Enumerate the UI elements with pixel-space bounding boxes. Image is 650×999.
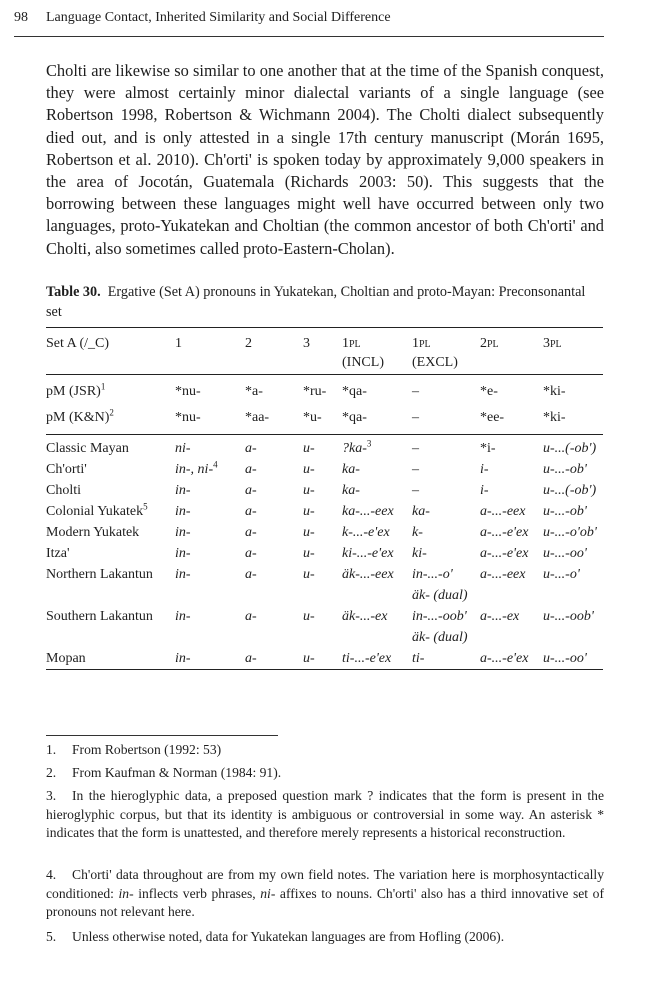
- cell-value: in-: [175, 504, 191, 519]
- cell-value: –: [412, 384, 419, 399]
- table-cell: [480, 480, 543, 501]
- column-header-label: 3: [303, 336, 310, 351]
- table-cell: [342, 543, 412, 564]
- table-row: [46, 459, 603, 480]
- table-cell: [303, 543, 342, 564]
- row-label: [46, 543, 175, 564]
- cell-value: in-: [175, 651, 191, 666]
- table-cell: [412, 501, 480, 522]
- column-header: [480, 328, 543, 375]
- cell-value: a-: [245, 567, 257, 582]
- cell-value: a-: [245, 441, 257, 456]
- row-label: [46, 480, 175, 501]
- table-cell: [342, 627, 412, 648]
- table-row-continuation: [46, 627, 603, 648]
- footnote-number: 1.: [46, 742, 57, 757]
- footnote-text: In the hieroglyphic data, a preposed question mark ? indicates that the form is present in the hieroglyphic corpus, but that its identity is ambiguous or controversial in some way. An asterisk * indicates that the form is unattested, and therefore merely represents a historical reconstruction.: [46, 788, 604, 841]
- table-cell: [412, 522, 480, 543]
- table-cell: [480, 606, 543, 627]
- table-cell: [342, 648, 412, 670]
- footnote-text: From Robertson (1992: 53): [72, 742, 222, 757]
- cell-value: ka-: [342, 462, 360, 477]
- table-row: [46, 375, 603, 406]
- column-header-label: 2pl: [480, 336, 499, 351]
- cell-value: u-...-ob': [543, 504, 587, 519]
- cell-value: a-: [245, 504, 257, 519]
- column-header: [245, 328, 303, 375]
- cell-value: a-: [245, 525, 257, 540]
- cell-value: äk- (dual): [412, 630, 468, 645]
- row-label-text: Mopan: [46, 651, 86, 666]
- cell-value: a-...-eex: [480, 504, 526, 519]
- cell-value: a-: [245, 651, 257, 666]
- table-cell: [342, 522, 412, 543]
- footnote-number: 4.: [46, 867, 57, 882]
- table-cell: [480, 405, 543, 435]
- cell-value: a-...-e'ex: [480, 651, 529, 666]
- cell-value: in-: [175, 483, 191, 498]
- row-label-text: Ch'orti': [46, 462, 87, 477]
- table-caption: [46, 282, 604, 322]
- table-row: [46, 480, 603, 501]
- cell-value: in-: [175, 609, 191, 624]
- column-header-sub: (EXCL): [412, 355, 458, 370]
- table-row: [46, 405, 603, 435]
- cell-value: u-...-ob': [543, 462, 587, 477]
- cell-value: a-: [245, 462, 257, 477]
- table-caption-text: Ergative (Set A) pronouns in Yukatekan, Choltian and proto-Mayan: Preconsonantal set: [46, 284, 586, 320]
- cell-value: u-...-o'ob': [543, 525, 597, 540]
- cell-value: *a-: [245, 384, 263, 399]
- table-cell: [303, 585, 342, 606]
- table-cell: [303, 627, 342, 648]
- column-header-label: 2: [245, 336, 252, 351]
- cell-value: in-: [175, 567, 191, 582]
- cell-value: ki-...-e'ex: [342, 546, 394, 561]
- row-label: [46, 522, 175, 543]
- cell-value: –: [412, 462, 419, 477]
- table-cell: [175, 480, 245, 501]
- cell-value: ki-: [412, 546, 427, 561]
- column-header: [412, 328, 480, 375]
- cell-value: *qa-: [342, 384, 367, 399]
- table-cell: [245, 501, 303, 522]
- table-cell: [303, 435, 342, 460]
- table-cell: [342, 564, 412, 585]
- cell-value: äk- (dual): [412, 588, 468, 603]
- table-cell: [412, 606, 480, 627]
- cell-value: ni-: [175, 441, 191, 456]
- row-label-text: Southern Lakantun: [46, 609, 153, 624]
- cell-value: u-: [303, 567, 315, 582]
- cell-value: i-: [480, 462, 489, 477]
- footnote-ref: 1: [100, 381, 106, 392]
- footnote-number: 5.: [46, 929, 57, 944]
- cell-value: äk-...-eex: [342, 567, 394, 582]
- table-cell: [543, 585, 603, 606]
- table-row: [46, 606, 603, 627]
- table-cell: [245, 585, 303, 606]
- footnote-ref: 3: [366, 438, 372, 449]
- footnote: [46, 741, 604, 760]
- table-row: [46, 648, 603, 670]
- cell-value: –: [412, 483, 419, 498]
- table-cell: [412, 480, 480, 501]
- footnote-text: From Kaufman & Norman (1984: 91).: [72, 765, 282, 780]
- table-cell: [412, 585, 480, 606]
- table-cell: [342, 501, 412, 522]
- column-header: [175, 328, 245, 375]
- cell-value: u-: [303, 504, 315, 519]
- table-cell: [342, 480, 412, 501]
- table-cell: [245, 435, 303, 460]
- cell-value: in-...-oob': [412, 609, 467, 624]
- footnote-number: 2.: [46, 765, 57, 780]
- row-label: [46, 435, 175, 460]
- table-cell: [245, 627, 303, 648]
- cell-value: *ru-: [303, 384, 327, 399]
- footnote-text: affixes to nouns. Ch'orti' also has a third innovative set of pronouns not relevant here.: [46, 885, 604, 920]
- row-label-text: Itza': [46, 546, 70, 561]
- column-header: [303, 328, 342, 375]
- cell-value: u-: [303, 651, 315, 666]
- table-cell: [175, 522, 245, 543]
- cell-value: in-: [175, 525, 191, 540]
- row-label-text: Cholti: [46, 483, 82, 498]
- table-cell: [175, 564, 245, 585]
- cell-value: a-: [245, 483, 257, 498]
- table-cell: [342, 405, 412, 435]
- table-cell: [412, 459, 480, 480]
- footnote-number: 3.: [46, 788, 57, 803]
- cell-value: *ki-: [543, 384, 566, 399]
- table-cell: [543, 405, 603, 435]
- row-label: [46, 564, 175, 585]
- table-cell: [175, 627, 245, 648]
- footnote-text: Ch'orti' data throughout are from my own field notes. The variation here is morphosyntactically conditioned:: [46, 867, 604, 901]
- table-cell: [303, 375, 342, 406]
- table-cell: [480, 585, 543, 606]
- column-header-label: 3pl: [543, 336, 562, 351]
- cell-value: ka-: [342, 483, 360, 498]
- footnote-form: in-: [118, 885, 134, 901]
- body-paragraph: Cholti are likewise so similar to one another that at the time of the Spanish conquest, they were almost certainly minor dialectal variants of a single language (see Robertson 1998, Robertson & Wichmann 2004). The Cholti dialect subsequently died out, and is only attested in a single 17th century manuscript (Morán 1695, Robertson et al. 2010). Ch'orti' is spoken today by approximately 9,000 speakers in the area of Jocotán, Guatemala (Richards 2003: 50). This suggests that the borrowing between these languages might well have occurred between only two languages, proto-Yukatekan and Choltian (the common ancestor of both Ch'orti' and Cholti, also sometimes called proto-Eastern-Cholan).: [46, 61, 604, 258]
- table-cell: [175, 606, 245, 627]
- table-header-row: [46, 328, 603, 375]
- footnote: [46, 787, 604, 843]
- running-title: Language Contact, Inherited Similarity and Social Difference: [46, 10, 391, 25]
- table-cell: [342, 585, 412, 606]
- table-cell: [303, 606, 342, 627]
- cell-value: u-: [303, 609, 315, 624]
- cell-value: k-: [412, 525, 423, 540]
- table-cell: [480, 501, 543, 522]
- table-cell: [175, 585, 245, 606]
- cell-value: k-...-e'ex: [342, 525, 390, 540]
- row-label-text: Modern Yukatek: [46, 525, 140, 540]
- cell-value: ti-: [412, 651, 425, 666]
- table-cell: [46, 585, 175, 606]
- cell-value: a-...-eex: [480, 567, 526, 582]
- table-cell: [543, 522, 603, 543]
- table-cell: [175, 459, 245, 480]
- row-label: [46, 405, 175, 435]
- cell-value: *nu-: [175, 410, 201, 425]
- cell-value: u-: [303, 525, 315, 540]
- table-cell: [342, 375, 412, 406]
- row-label-text: Northern Lakantun: [46, 567, 153, 582]
- cell-value: u-: [303, 441, 315, 456]
- cell-value: a-: [245, 546, 257, 561]
- table-cell: [245, 606, 303, 627]
- cell-value: u-: [303, 462, 315, 477]
- column-header-label: 1: [175, 336, 182, 351]
- cell-value: u-...-oo': [543, 546, 587, 561]
- table-cell: [480, 648, 543, 670]
- table-cell: [543, 459, 603, 480]
- table-cell: [303, 480, 342, 501]
- cell-value: i-: [480, 483, 489, 498]
- column-header: [543, 328, 603, 375]
- footnote-rule: [46, 735, 278, 736]
- footnote-ref: 2: [109, 407, 114, 418]
- table-cell: [543, 648, 603, 670]
- table-cell: [175, 405, 245, 435]
- cell-value: u-...-oob': [543, 609, 594, 624]
- page-number: 98: [14, 10, 28, 25]
- cell-value: *qa-: [342, 410, 367, 425]
- cell-value: a-...-e'ex: [480, 546, 529, 561]
- cell-value: a-: [245, 609, 257, 624]
- row-label-text: Classic Mayan: [46, 441, 129, 456]
- cell-value: a-...-ex: [480, 609, 520, 624]
- table-cell: [245, 405, 303, 435]
- row-label-text: pM (JSR): [46, 384, 101, 399]
- table-cell: [412, 435, 480, 460]
- cell-value: *e-: [480, 384, 498, 399]
- table-row-continuation: [46, 585, 603, 606]
- header-rule: [14, 36, 604, 37]
- footnote-ref: 5: [143, 501, 148, 512]
- footnote-text: inflects verb phrases,: [133, 885, 261, 901]
- cell-value: a-...-e'ex: [480, 525, 529, 540]
- cell-value: ti-...-e'ex: [342, 651, 392, 666]
- row-label: [46, 648, 175, 670]
- table-row: [46, 435, 603, 460]
- cell-value: in-, ni-: [175, 462, 214, 477]
- footnote: [46, 764, 604, 783]
- row-label: [46, 501, 175, 522]
- row-label-text: pM (K&N): [46, 410, 110, 425]
- table-row: [46, 522, 603, 543]
- table-caption-label: Table 30.: [46, 284, 101, 300]
- footnote-ref: 4: [213, 459, 218, 470]
- table-cell: [175, 375, 245, 406]
- cell-value: *nu-: [175, 384, 201, 399]
- column-header-label: Set A (/_C): [46, 336, 110, 351]
- cell-value: *aa-: [245, 410, 270, 425]
- pronoun-table: [46, 327, 603, 670]
- table-cell: [342, 606, 412, 627]
- table-cell: [245, 480, 303, 501]
- row-label: [46, 459, 175, 480]
- column-header: [46, 328, 175, 375]
- table-cell: [543, 501, 603, 522]
- cell-value: *u-: [303, 410, 322, 425]
- cell-value: u-: [303, 546, 315, 561]
- table-cell: [543, 543, 603, 564]
- table-cell: [480, 543, 543, 564]
- cell-value: in-: [175, 546, 191, 561]
- table-cell: [480, 435, 543, 460]
- table-cell: [543, 627, 603, 648]
- cell-value: –: [412, 441, 419, 456]
- cell-value: ka-...-eex: [342, 504, 394, 519]
- cell-value: –: [412, 410, 419, 425]
- row-label-text: Colonial Yukatek: [46, 504, 144, 519]
- table-row: [46, 543, 603, 564]
- table-row: [46, 564, 603, 585]
- table-cell: [543, 375, 603, 406]
- row-label: [46, 375, 175, 406]
- table-cell: [175, 435, 245, 460]
- cell-value: *ee-: [480, 410, 505, 425]
- column-header: [342, 328, 412, 375]
- table-cell: [245, 522, 303, 543]
- footnote: [46, 928, 604, 947]
- cell-value: ?ka-: [342, 441, 367, 456]
- table-cell: [342, 435, 412, 460]
- table-cell: [412, 627, 480, 648]
- table-cell: [480, 627, 543, 648]
- table-cell: [303, 564, 342, 585]
- table-cell: [245, 543, 303, 564]
- row-label: [46, 606, 175, 627]
- table-cell: [303, 501, 342, 522]
- cell-value: *i-: [480, 441, 496, 456]
- table-cell: [412, 543, 480, 564]
- cell-value: u-...-o': [543, 567, 580, 582]
- table-cell: [175, 648, 245, 670]
- table-cell: [245, 648, 303, 670]
- table-cell: [342, 459, 412, 480]
- cell-value: ka-: [412, 504, 430, 519]
- table-cell: [412, 405, 480, 435]
- table-cell: [543, 564, 603, 585]
- table-cell: [543, 435, 603, 460]
- table-cell: [303, 648, 342, 670]
- table-cell: [480, 522, 543, 543]
- cell-value: u-...(-ob'): [543, 441, 597, 456]
- column-header-label: 1pl: [342, 336, 361, 351]
- cell-value: u-...(-ob'): [543, 483, 597, 498]
- cell-value: *ki-: [543, 410, 566, 425]
- table-cell: [303, 459, 342, 480]
- cell-value: u-: [303, 483, 315, 498]
- table-cell: [175, 543, 245, 564]
- table-cell: [46, 627, 175, 648]
- table-cell: [303, 522, 342, 543]
- table-cell: [303, 405, 342, 435]
- cell-value: in-...-o': [412, 567, 453, 582]
- table-cell: [245, 564, 303, 585]
- table-cell: [412, 375, 480, 406]
- table-cell: [245, 375, 303, 406]
- table-cell: [175, 501, 245, 522]
- table-cell: [412, 648, 480, 670]
- footnote-form: ni-: [260, 885, 276, 901]
- column-header-label: 1pl: [412, 336, 431, 351]
- cell-value: äk-...-ex: [342, 609, 388, 624]
- footnote: [46, 866, 604, 922]
- table-cell: [245, 459, 303, 480]
- cell-value: u-...-oo': [543, 651, 587, 666]
- table-cell: [480, 564, 543, 585]
- table-cell: [543, 480, 603, 501]
- footnote-text: Unless otherwise noted, data for Yukatekan languages are from Hofling (2006).: [72, 929, 505, 944]
- table-cell: [412, 564, 480, 585]
- table-cell: [480, 375, 543, 406]
- table-cell: [543, 606, 603, 627]
- table-row: [46, 501, 603, 522]
- column-header-sub: (INCL): [342, 355, 384, 370]
- table-cell: [480, 459, 543, 480]
